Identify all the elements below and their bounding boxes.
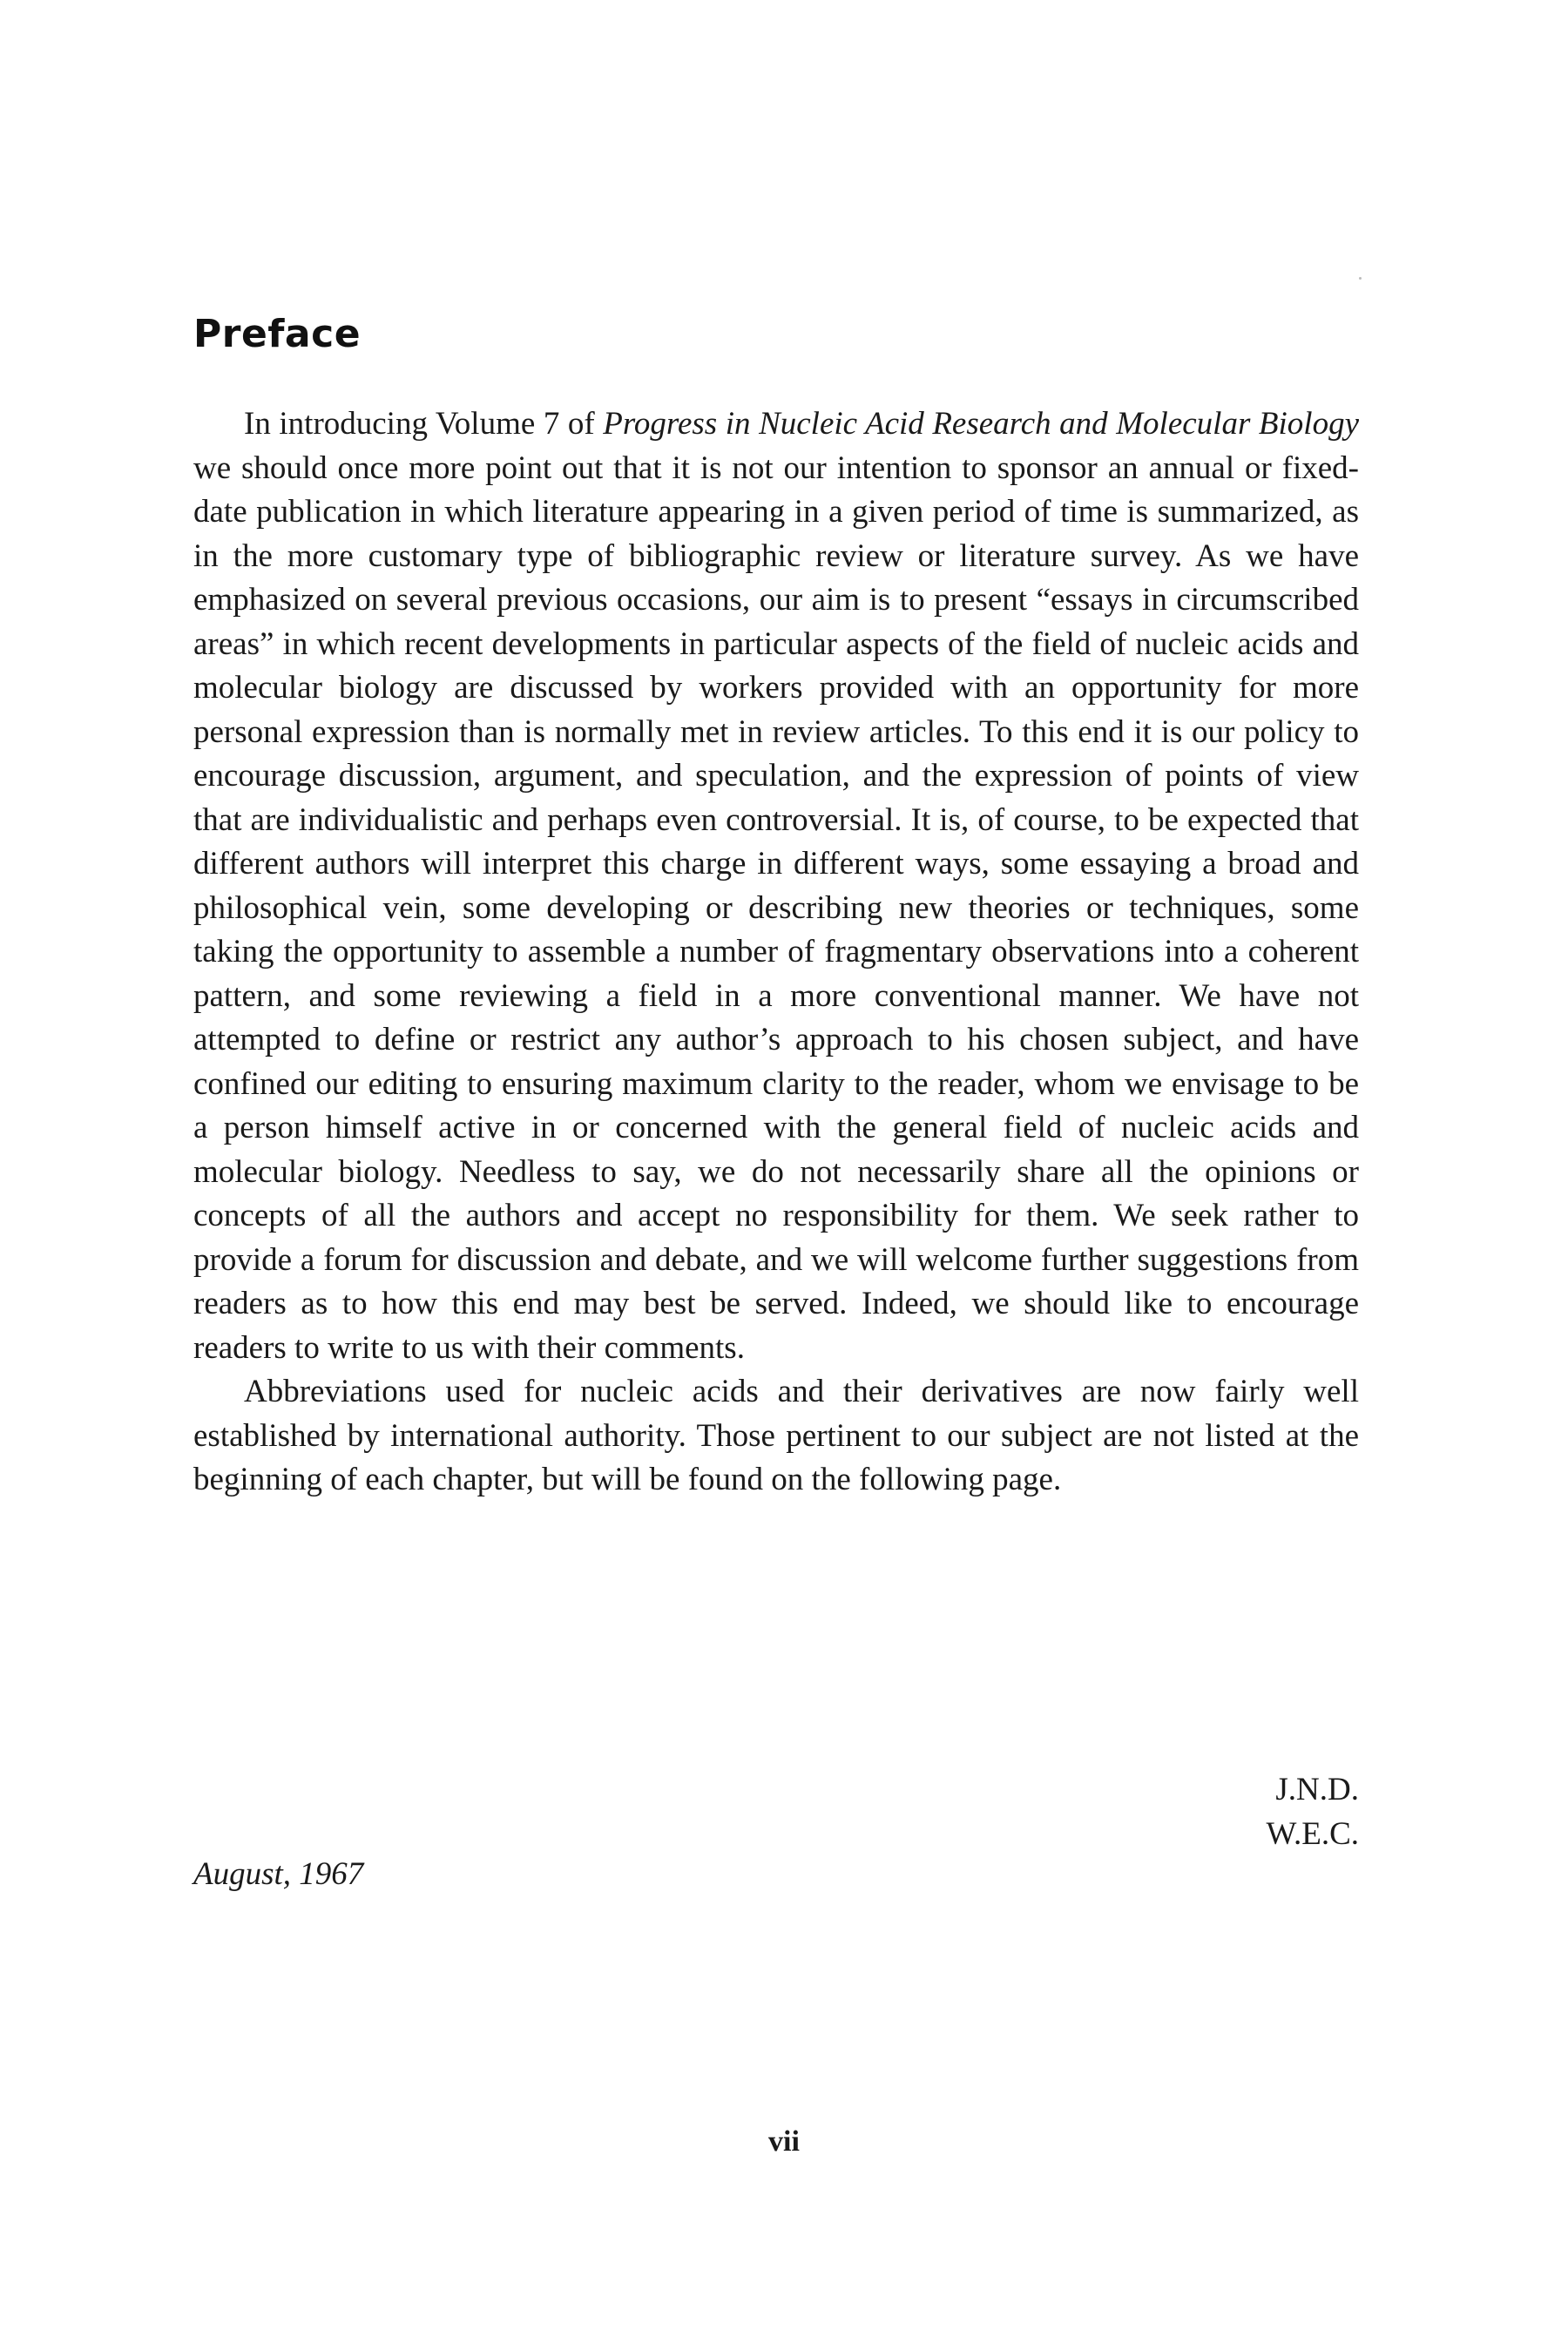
page-title: Preface <box>193 312 362 356</box>
scan-speck <box>1359 277 1362 280</box>
signature-block <box>1266 1768 1359 1856</box>
page-number: vii <box>768 2125 800 2158</box>
paragraph-text: we should once more point out that it is not our intention to sponsor an annual or fixed-date publication in which literature appearing in a given period of time is summarized, as in the more customary type of bibliographic review or literature survey. As we have emphasized on several previous occasions, our aim is to present “essays in circumscribed areas” in which recent developments in particular aspects of the field of nucleic acids and molecular biology are discussed by workers provided with an opportunity for more personal expression than is normally met in review articles. To this end it is our policy to encourage discussion, argument, and speculation, and the expression of points of view that are individualistic and perhaps even controversial. It is, of course, to be expected that different authors will interpret this charge in different ways, some essaying a broad and philosophical vein, some developing or describing new theories or techniques, some taking the opportunity to assemble a number of fragmentary observations into a coherent pattern, and some reviewing a field in a more conventional manner. We have not attempted to define or restrict any author’s approach to his chosen subject, and have confined our editing to ensuring maximum clarity to the reader, whom we envisage to be a person himself active in or concerned with the general field of nucleic acids and molecular biology. Needless to say, we do not necessarily share all the opinions or concepts of all the authors and accept no responsibility for them. We seek rather to provide a forum for discussion and debate, and we will welcome further suggestions from readers as to how this end may best be served. Indeed, we should like to encourage readers to write to us with their comments. <box>193 449 1359 1366</box>
paragraph-text: In introducing Volume 7 of <box>244 406 604 442</box>
paragraph <box>193 402 1359 1370</box>
signature-initials: J.N.D. <box>1275 1772 1359 1807</box>
paragraph-text: Abbreviations used for nucleic acids and their derivatives are now fairly well established by international authority. Those pertinent to our subject are not listed at the beginning of each chapter, but will be found on the following page. <box>193 1374 1359 1497</box>
signature-initials: W.E.C. <box>1266 1815 1359 1852</box>
paragraph <box>193 1370 1359 1503</box>
date-line: August, 1967 <box>193 1856 364 1892</box>
journal-title: Progress in Nucleic Acid Research and Molecular Biology <box>603 406 1360 442</box>
preface-body <box>193 402 1359 1503</box>
